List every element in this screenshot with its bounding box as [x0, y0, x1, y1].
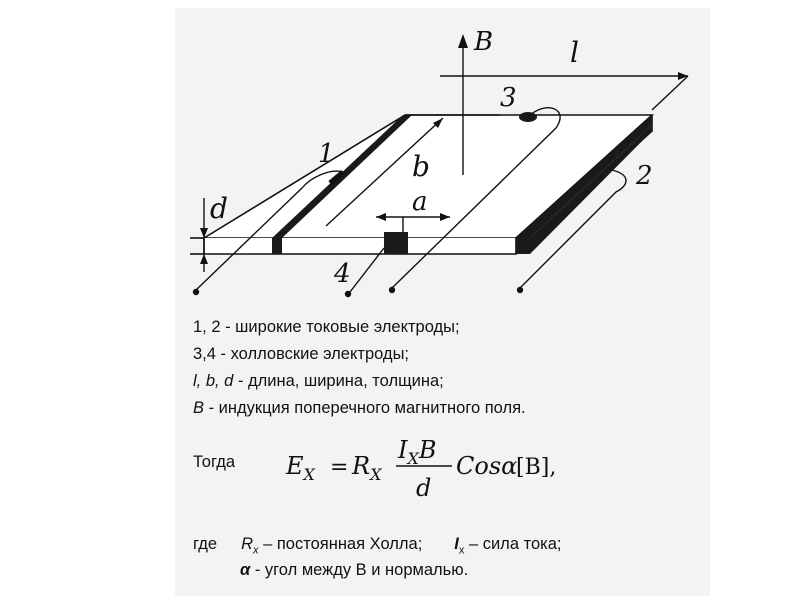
formula-r: R	[352, 452, 371, 480]
electrode-4	[384, 232, 408, 254]
formula-r-sub: X	[370, 465, 382, 484]
svg-text:EX	[285, 452, 316, 484]
label-electrode-1: 1	[318, 139, 335, 169]
formula-num-i-sub: X	[407, 449, 419, 468]
where-label: где	[193, 535, 218, 553]
where-line-1	[193, 535, 561, 556]
legend-induction-desc: - индукция поперечного магнитного поля.	[204, 399, 526, 417]
label-thickness: d	[210, 192, 228, 225]
label-length: l	[570, 36, 579, 69]
legend-line-electrodes-3-4: 3,4 - холловские электроды;	[193, 345, 410, 363]
where-r-desc: – постоянная Холла;	[258, 535, 423, 553]
where-r-sub: x	[253, 544, 259, 557]
legend-dimension-vars: l, b, d	[193, 372, 234, 390]
plate-front-face	[204, 238, 516, 254]
where-r: R	[241, 535, 254, 553]
legend-dimension-desc: - длина, ширина, толщина;	[233, 372, 444, 390]
where-i: I	[454, 535, 459, 553]
label-hall-width: a	[412, 187, 428, 217]
legend-line-electrodes-1-2: 1, 2 - широкие токовые электроды;	[193, 318, 460, 336]
label-electrode-3: 3	[500, 83, 517, 113]
formula-cos: Cosα	[456, 452, 518, 480]
label-electrode-4: 4	[334, 259, 351, 289]
then-label: Тогда	[193, 453, 236, 471]
where-line-2	[240, 561, 468, 580]
svg-text:RX	[351, 452, 382, 484]
where-alpha-desc: - угол между В и нормалью.	[250, 561, 469, 579]
formula-lhs-sub: X	[303, 465, 315, 484]
formula-lhs: E	[286, 452, 304, 480]
label-b-field: B	[474, 27, 494, 57]
hall-field-formula	[280, 428, 590, 508]
formula-num-i: I	[398, 436, 408, 464]
where-i-desc: – сила тока;	[464, 535, 562, 553]
legend-induction-var: B	[193, 399, 205, 417]
formula-num-b: B	[418, 436, 437, 464]
formula-denominator: d	[416, 474, 432, 502]
formula-tail: [B],	[516, 455, 557, 480]
label-width: b	[412, 150, 430, 183]
where-i-sub: x	[458, 544, 465, 557]
svg-text:IXB	[397, 436, 437, 468]
formula-equals: =	[330, 455, 349, 480]
label-electrode-2: 2	[636, 161, 653, 191]
legend-line-induction	[193, 399, 526, 418]
legend-line-dimensions	[193, 372, 444, 391]
where-alpha: α	[240, 561, 251, 579]
